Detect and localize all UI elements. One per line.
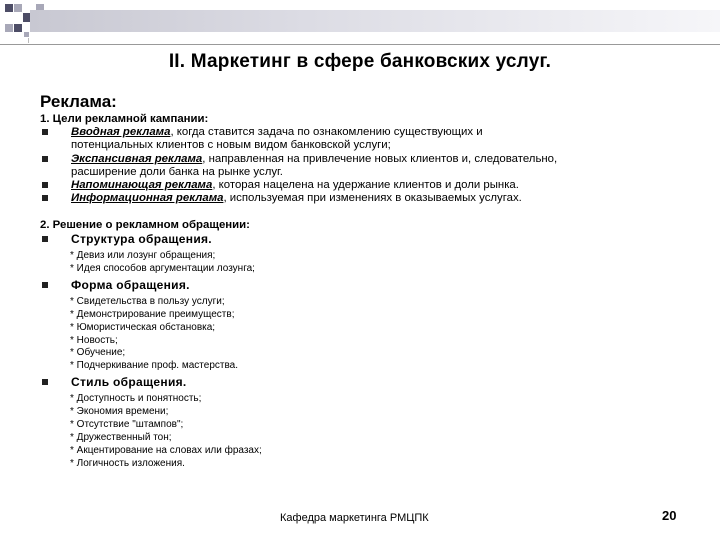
- list-item: [40, 192, 690, 205]
- term: Информационная реклама: [71, 192, 224, 205]
- item-text: , направленная на привлечение новых клиентов и, следовательно,: [202, 152, 558, 165]
- bullet-icon: [42, 156, 48, 162]
- bullet-icon: [42, 379, 48, 385]
- sub-item: * Подчеркивание проф. мастерства.: [70, 360, 239, 372]
- sub-item: * Демонстрирование преимуществ;: [70, 308, 235, 320]
- list-item: [40, 279, 690, 293]
- sub-item: * Доступность и понятность;: [70, 393, 202, 405]
- sub-item: * Экономия времени;: [70, 406, 169, 418]
- sub-item: * Обучение;: [70, 347, 126, 359]
- item-text: , когда ставится задача по ознакомлению существующих и: [170, 126, 483, 139]
- page-number: 20: [662, 508, 677, 523]
- section-title: 1. Цели рекламной кампании:: [40, 113, 209, 125]
- bullet-icon: [42, 129, 48, 135]
- list-item: [40, 126, 690, 152]
- decor-square: [5, 24, 13, 32]
- section-title: 2. Решение о рекламном обращении:: [40, 219, 250, 232]
- list-item: [40, 153, 690, 179]
- slide-heading: Реклама:: [40, 92, 117, 111]
- group-title: Структура обращения.: [71, 231, 212, 246]
- header-tick: [28, 38, 29, 43]
- sub-item: * Логичность изложения.: [70, 458, 185, 470]
- item-text: , используемая при изменениях в оказываемых услугах.: [223, 192, 522, 205]
- decor-square: [14, 4, 22, 12]
- sub-list: [40, 393, 690, 470]
- decor-square: [14, 24, 22, 32]
- list-item: [40, 179, 690, 192]
- bullet-icon: [42, 182, 48, 188]
- header-bar: [30, 10, 720, 32]
- term: Напоминающая реклама: [71, 179, 213, 192]
- slide-content: [40, 113, 690, 471]
- sub-list: [40, 296, 690, 373]
- group-title: Стиль обращения.: [71, 375, 187, 390]
- group-title: Форма обращения.: [71, 277, 190, 292]
- list-item: [40, 376, 690, 390]
- footer-text: Кафедра маркетинга РМЦПК: [280, 512, 429, 524]
- header-rule: [0, 44, 720, 45]
- sub-list: [40, 250, 690, 276]
- item-text: , которая нацелена на удержание клиентов и доли рынка.: [212, 179, 519, 192]
- sub-item: * Дружественный тон;: [70, 432, 172, 444]
- slide-title: II. Маркетинг в сфере банковских услуг.: [168, 51, 552, 72]
- decor-square: [24, 32, 29, 37]
- item-text: потенциальных клиентов с новым видом банковской услуги;: [71, 139, 391, 152]
- item-text: расширение доли банка на рынке услуг.: [71, 165, 283, 178]
- sub-item: * Юмористическая обстановка;: [70, 321, 216, 333]
- sub-item: * Новость;: [70, 334, 118, 346]
- sub-item: * Акцентирование на словах или фразах;: [70, 445, 262, 457]
- list-item: [40, 233, 690, 247]
- sub-item: * Отсутствие "штампов";: [70, 419, 184, 431]
- decor-square: [5, 4, 13, 12]
- term: Экспансивная реклама: [71, 152, 203, 165]
- bullet-icon: [42, 195, 48, 201]
- sub-item: * Идея способов аргументации лозунга;: [70, 262, 255, 274]
- bullet-icon: [42, 282, 48, 288]
- sub-item: * Свидетельства в пользу услуги;: [70, 295, 225, 307]
- bullet-icon: [42, 236, 48, 242]
- term: Вводная реклама: [71, 126, 171, 139]
- sub-item: * Девиз или лозунг обращения;: [70, 249, 216, 261]
